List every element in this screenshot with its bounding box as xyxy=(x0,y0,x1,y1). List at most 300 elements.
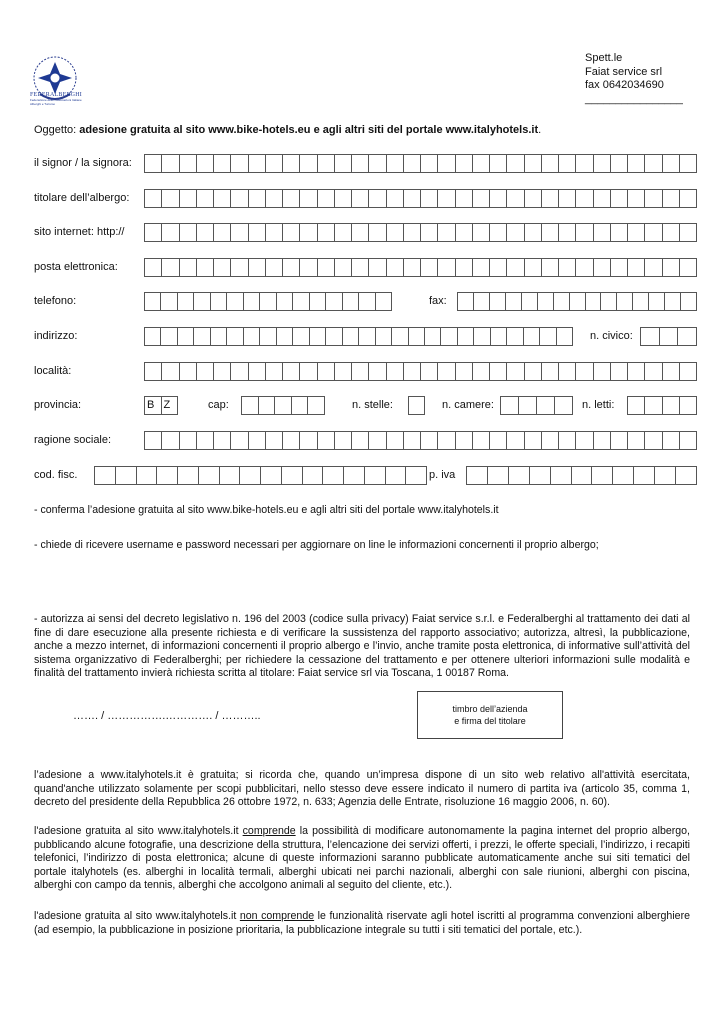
character-cell[interactable] xyxy=(266,190,283,207)
character-cell[interactable] xyxy=(676,467,696,484)
character-cell[interactable] xyxy=(660,328,679,345)
character-cell[interactable] xyxy=(542,363,559,380)
character-cell[interactable] xyxy=(601,293,617,310)
character-cell[interactable] xyxy=(554,293,570,310)
character-cell[interactable] xyxy=(180,432,197,449)
character-cell[interactable] xyxy=(576,363,593,380)
character-cell[interactable] xyxy=(586,293,602,310)
character-cell[interactable] xyxy=(537,397,555,414)
character-cell[interactable] xyxy=(507,224,524,241)
character-cell[interactable] xyxy=(283,259,300,276)
character-cell[interactable] xyxy=(318,190,335,207)
character-cell[interactable] xyxy=(214,155,231,172)
character-cell[interactable] xyxy=(628,224,645,241)
character-cell[interactable] xyxy=(211,293,227,310)
character-cell[interactable] xyxy=(180,155,197,172)
telefono-input[interactable] xyxy=(144,292,392,311)
character-cell[interactable] xyxy=(576,432,593,449)
character-cell[interactable] xyxy=(300,224,317,241)
character-cell[interactable] xyxy=(261,467,282,484)
ragione-sociale-input[interactable] xyxy=(144,431,697,450)
character-cell[interactable] xyxy=(369,155,386,172)
character-cell[interactable] xyxy=(490,293,506,310)
character-cell[interactable] xyxy=(559,155,576,172)
character-cell[interactable] xyxy=(491,328,507,345)
character-cell[interactable] xyxy=(404,259,421,276)
character-cell[interactable] xyxy=(594,259,611,276)
character-cell[interactable] xyxy=(352,259,369,276)
character-cell[interactable] xyxy=(438,224,455,241)
character-cell[interactable] xyxy=(530,467,551,484)
character-cell[interactable] xyxy=(490,259,507,276)
character-cell[interactable] xyxy=(283,363,300,380)
character-cell[interactable] xyxy=(409,397,424,414)
character-cell[interactable] xyxy=(242,397,259,414)
character-cell[interactable] xyxy=(557,328,572,345)
character-cell[interactable] xyxy=(404,155,421,172)
character-cell[interactable] xyxy=(145,224,162,241)
character-cell[interactable] xyxy=(387,190,404,207)
character-cell[interactable] xyxy=(161,293,177,310)
character-cell[interactable] xyxy=(145,432,162,449)
character-cell[interactable] xyxy=(611,259,628,276)
character-cell[interactable] xyxy=(490,224,507,241)
character-cell[interactable] xyxy=(456,363,473,380)
character-cell[interactable] xyxy=(283,190,300,207)
character-cell[interactable] xyxy=(551,467,572,484)
character-cell[interactable] xyxy=(197,363,214,380)
character-cell[interactable] xyxy=(404,363,421,380)
character-cell[interactable] xyxy=(501,397,519,414)
character-cell[interactable] xyxy=(611,363,628,380)
character-cell[interactable] xyxy=(386,467,407,484)
character-cell[interactable] xyxy=(404,224,421,241)
character-cell[interactable] xyxy=(628,259,645,276)
character-cell[interactable] xyxy=(633,293,649,310)
character-cell[interactable] xyxy=(611,432,628,449)
character-cell[interactable] xyxy=(249,259,266,276)
character-cell[interactable] xyxy=(266,363,283,380)
character-cell[interactable] xyxy=(145,328,161,345)
character-cell[interactable] xyxy=(525,155,542,172)
character-cell[interactable] xyxy=(300,155,317,172)
character-cell[interactable] xyxy=(576,190,593,207)
character-cell[interactable] xyxy=(227,328,243,345)
character-cell[interactable] xyxy=(490,363,507,380)
character-cell[interactable] xyxy=(231,363,248,380)
character-cell[interactable] xyxy=(522,293,538,310)
character-cell[interactable] xyxy=(576,224,593,241)
character-cell[interactable] xyxy=(387,224,404,241)
character-cell[interactable] xyxy=(387,155,404,172)
character-cell[interactable] xyxy=(542,190,559,207)
character-cell[interactable] xyxy=(211,328,227,345)
character-cell[interactable] xyxy=(214,259,231,276)
character-cell[interactable] xyxy=(617,293,633,310)
character-cell[interactable] xyxy=(474,328,490,345)
character-cell[interactable] xyxy=(352,224,369,241)
character-cell[interactable] xyxy=(266,432,283,449)
character-cell[interactable] xyxy=(244,293,260,310)
localita-input[interactable] xyxy=(144,362,697,381)
character-cell[interactable] xyxy=(542,224,559,241)
character-cell[interactable] xyxy=(275,397,292,414)
character-cell[interactable] xyxy=(438,155,455,172)
fax-input[interactable] xyxy=(457,292,697,311)
character-cell[interactable] xyxy=(283,224,300,241)
character-cell[interactable] xyxy=(145,190,162,207)
character-cell[interactable] xyxy=(441,328,457,345)
letti-input[interactable] xyxy=(627,396,697,415)
character-cell[interactable] xyxy=(300,190,317,207)
character-cell[interactable] xyxy=(95,467,116,484)
character-cell[interactable] xyxy=(559,432,576,449)
character-cell[interactable] xyxy=(507,259,524,276)
character-cell[interactable] xyxy=(335,432,352,449)
character-cell[interactable] xyxy=(180,190,197,207)
character-cell[interactable] xyxy=(678,328,696,345)
character-cell[interactable] xyxy=(365,467,386,484)
character-cell[interactable] xyxy=(467,467,488,484)
character-cell[interactable] xyxy=(611,224,628,241)
character-cell[interactable] xyxy=(570,293,586,310)
character-cell[interactable] xyxy=(178,328,194,345)
character-cell[interactable] xyxy=(680,363,696,380)
character-cell[interactable] xyxy=(680,224,696,241)
character-cell[interactable] xyxy=(214,363,231,380)
email-input[interactable] xyxy=(144,258,697,277)
character-cell[interactable] xyxy=(266,224,283,241)
character-cell[interactable] xyxy=(249,224,266,241)
character-cell[interactable] xyxy=(293,293,309,310)
character-cell[interactable] xyxy=(231,432,248,449)
character-cell[interactable] xyxy=(473,190,490,207)
character-cell[interactable] xyxy=(421,224,438,241)
character-cell[interactable] xyxy=(438,259,455,276)
character-cell[interactable] xyxy=(506,293,522,310)
character-cell[interactable] xyxy=(525,224,542,241)
character-cell[interactable] xyxy=(458,293,474,310)
character-cell[interactable] xyxy=(473,432,490,449)
character-cell[interactable] xyxy=(300,259,317,276)
character-cell[interactable] xyxy=(137,467,158,484)
character-cell[interactable] xyxy=(335,224,352,241)
character-cell[interactable] xyxy=(473,155,490,172)
character-cell[interactable] xyxy=(283,155,300,172)
character-cell[interactable] xyxy=(438,363,455,380)
character-cell[interactable] xyxy=(645,224,662,241)
character-cell[interactable] xyxy=(343,328,359,345)
character-cell[interactable] xyxy=(162,155,179,172)
character-cell[interactable] xyxy=(663,432,680,449)
character-cell[interactable] xyxy=(507,155,524,172)
character-cell[interactable] xyxy=(335,190,352,207)
character-cell[interactable] xyxy=(180,224,197,241)
character-cell[interactable] xyxy=(369,259,386,276)
character-cell[interactable] xyxy=(214,190,231,207)
character-cell[interactable] xyxy=(392,328,408,345)
character-cell[interactable] xyxy=(421,259,438,276)
character-cell[interactable] xyxy=(162,363,179,380)
character-cell[interactable] xyxy=(387,363,404,380)
character-cell[interactable] xyxy=(283,432,300,449)
sito-input[interactable] xyxy=(144,223,697,242)
character-cell[interactable] xyxy=(490,190,507,207)
indirizzo-input[interactable] xyxy=(144,327,573,346)
character-cell[interactable] xyxy=(227,293,243,310)
character-cell[interactable] xyxy=(613,467,634,484)
character-cell[interactable] xyxy=(572,467,593,484)
character-cell[interactable] xyxy=(161,328,177,345)
character-cell[interactable] xyxy=(663,259,680,276)
character-cell[interactable] xyxy=(326,293,342,310)
character-cell[interactable] xyxy=(409,328,425,345)
character-cell[interactable] xyxy=(326,328,342,345)
character-cell[interactable] xyxy=(318,432,335,449)
character-cell[interactable] xyxy=(425,328,441,345)
character-cell[interactable] xyxy=(352,363,369,380)
character-cell[interactable] xyxy=(680,259,696,276)
character-cell[interactable] xyxy=(145,155,162,172)
character-cell[interactable] xyxy=(507,190,524,207)
character-cell[interactable] xyxy=(594,363,611,380)
character-cell[interactable] xyxy=(145,259,162,276)
character-cell[interactable] xyxy=(438,432,455,449)
character-cell[interactable] xyxy=(628,155,645,172)
character-cell[interactable] xyxy=(665,293,681,310)
character-cell[interactable] xyxy=(231,259,248,276)
character-cell[interactable] xyxy=(473,224,490,241)
character-cell[interactable] xyxy=(300,363,317,380)
character-cell[interactable] xyxy=(456,155,473,172)
character-cell[interactable] xyxy=(404,432,421,449)
character-cell[interactable] xyxy=(474,293,490,310)
character-cell[interactable] xyxy=(178,293,194,310)
character-cell[interactable] xyxy=(634,467,655,484)
character-cell[interactable] xyxy=(421,190,438,207)
character-cell[interactable] xyxy=(507,328,523,345)
character-cell[interactable] xyxy=(359,293,375,310)
character-cell[interactable] xyxy=(335,363,352,380)
character-cell[interactable] xyxy=(641,328,660,345)
character-cell[interactable] xyxy=(180,363,197,380)
character-cell[interactable] xyxy=(404,190,421,207)
character-cell[interactable] xyxy=(116,467,137,484)
character-cell[interactable] xyxy=(525,190,542,207)
character-cell[interactable] xyxy=(335,155,352,172)
character-cell[interactable] xyxy=(680,190,696,207)
character-cell[interactable] xyxy=(592,467,613,484)
character-cell[interactable] xyxy=(525,363,542,380)
character-cell[interactable] xyxy=(145,293,161,310)
character-cell[interactable] xyxy=(310,328,326,345)
character-cell[interactable] xyxy=(293,328,309,345)
character-cell[interactable] xyxy=(310,293,326,310)
character-cell[interactable] xyxy=(611,155,628,172)
character-cell[interactable] xyxy=(559,259,576,276)
character-cell[interactable] xyxy=(488,467,509,484)
character-cell[interactable] xyxy=(231,155,248,172)
character-cell[interactable] xyxy=(277,293,293,310)
character-cell[interactable] xyxy=(456,224,473,241)
character-cell[interactable] xyxy=(456,190,473,207)
character-cell[interactable] xyxy=(645,432,662,449)
character-cell[interactable] xyxy=(473,363,490,380)
character-cell[interactable] xyxy=(282,467,303,484)
character-cell[interactable] xyxy=(145,363,162,380)
character-cell[interactable] xyxy=(559,190,576,207)
character-cell[interactable] xyxy=(628,397,645,414)
character-cell[interactable] xyxy=(220,467,241,484)
character-cell[interactable] xyxy=(680,397,696,414)
character-cell[interactable] xyxy=(645,155,662,172)
character-cell[interactable] xyxy=(266,259,283,276)
character-cell[interactable] xyxy=(594,432,611,449)
provincia-cell[interactable]: Z xyxy=(163,399,171,411)
character-cell[interactable] xyxy=(645,397,662,414)
character-cell[interactable] xyxy=(525,259,542,276)
character-cell[interactable] xyxy=(559,224,576,241)
character-cell[interactable] xyxy=(231,224,248,241)
character-cell[interactable] xyxy=(369,224,386,241)
character-cell[interactable] xyxy=(542,259,559,276)
character-cell[interactable] xyxy=(438,190,455,207)
character-cell[interactable] xyxy=(244,328,260,345)
character-cell[interactable] xyxy=(318,155,335,172)
character-cell[interactable] xyxy=(300,432,317,449)
character-cell[interactable] xyxy=(538,293,554,310)
character-cell[interactable] xyxy=(525,432,542,449)
character-cell[interactable] xyxy=(352,432,369,449)
character-cell[interactable] xyxy=(594,155,611,172)
character-cell[interactable] xyxy=(421,432,438,449)
character-cell[interactable] xyxy=(576,155,593,172)
character-cell[interactable] xyxy=(524,328,540,345)
character-cell[interactable] xyxy=(663,190,680,207)
character-cell[interactable] xyxy=(680,155,696,172)
character-cell[interactable] xyxy=(655,467,676,484)
character-cell[interactable] xyxy=(663,363,680,380)
cap-input[interactable] xyxy=(241,396,325,415)
character-cell[interactable] xyxy=(359,328,375,345)
titolare-input[interactable] xyxy=(144,189,697,208)
character-cell[interactable] xyxy=(507,432,524,449)
character-cell[interactable] xyxy=(260,293,276,310)
character-cell[interactable] xyxy=(576,259,593,276)
character-cell[interactable] xyxy=(180,259,197,276)
character-cell[interactable] xyxy=(335,259,352,276)
signor-input[interactable] xyxy=(144,154,697,173)
character-cell[interactable] xyxy=(645,363,662,380)
character-cell[interactable] xyxy=(645,190,662,207)
character-cell[interactable] xyxy=(214,432,231,449)
character-cell[interactable] xyxy=(197,259,214,276)
character-cell[interactable] xyxy=(680,432,696,449)
character-cell[interactable] xyxy=(249,190,266,207)
character-cell[interactable] xyxy=(649,293,665,310)
character-cell[interactable] xyxy=(199,467,220,484)
character-cell[interactable] xyxy=(628,432,645,449)
character-cell[interactable] xyxy=(490,155,507,172)
camere-input[interactable] xyxy=(500,396,573,415)
character-cell[interactable] xyxy=(197,155,214,172)
character-cell[interactable] xyxy=(542,432,559,449)
character-cell[interactable] xyxy=(519,397,537,414)
stelle-input[interactable] xyxy=(408,396,425,415)
character-cell[interactable] xyxy=(240,467,261,484)
character-cell[interactable] xyxy=(343,293,359,310)
character-cell[interactable] xyxy=(473,259,490,276)
character-cell[interactable] xyxy=(509,467,530,484)
character-cell[interactable] xyxy=(259,397,276,414)
character-cell[interactable] xyxy=(594,224,611,241)
provincia-cell[interactable]: B xyxy=(145,397,162,414)
character-cell[interactable] xyxy=(559,363,576,380)
character-cell[interactable] xyxy=(197,190,214,207)
character-cell[interactable] xyxy=(323,467,344,484)
character-cell[interactable] xyxy=(663,155,680,172)
character-cell[interactable] xyxy=(303,467,324,484)
character-cell[interactable] xyxy=(194,293,210,310)
character-cell[interactable] xyxy=(162,259,179,276)
character-cell[interactable] xyxy=(681,293,696,310)
character-cell[interactable] xyxy=(352,190,369,207)
character-cell[interactable] xyxy=(376,328,392,345)
character-cell[interactable] xyxy=(628,363,645,380)
provincia-input[interactable] xyxy=(144,396,178,415)
character-cell[interactable] xyxy=(249,432,266,449)
character-cell[interactable] xyxy=(292,397,309,414)
character-cell[interactable] xyxy=(458,328,474,345)
character-cell[interactable] xyxy=(260,328,276,345)
character-cell[interactable] xyxy=(542,155,559,172)
character-cell[interactable] xyxy=(318,363,335,380)
character-cell[interactable] xyxy=(456,259,473,276)
character-cell[interactable] xyxy=(194,328,210,345)
civico-input[interactable] xyxy=(640,327,697,346)
character-cell[interactable] xyxy=(352,155,369,172)
character-cell[interactable] xyxy=(387,432,404,449)
character-cell[interactable] xyxy=(421,155,438,172)
character-cell[interactable] xyxy=(162,432,179,449)
character-cell[interactable] xyxy=(555,397,572,414)
character-cell[interactable] xyxy=(663,224,680,241)
character-cell[interactable] xyxy=(611,190,628,207)
character-cell[interactable] xyxy=(249,155,266,172)
character-cell[interactable] xyxy=(178,467,199,484)
character-cell[interactable] xyxy=(387,259,404,276)
character-cell[interactable] xyxy=(645,259,662,276)
character-cell[interactable] xyxy=(421,363,438,380)
character-cell[interactable] xyxy=(540,328,556,345)
character-cell[interactable] xyxy=(369,432,386,449)
character-cell[interactable] xyxy=(376,293,391,310)
character-cell[interactable] xyxy=(344,467,365,484)
character-cell[interactable] xyxy=(308,397,324,414)
character-cell[interactable] xyxy=(318,259,335,276)
character-cell[interactable] xyxy=(628,190,645,207)
character-cell[interactable] xyxy=(266,155,283,172)
character-cell[interactable] xyxy=(249,363,266,380)
character-cell[interactable] xyxy=(663,397,680,414)
character-cell[interactable] xyxy=(369,190,386,207)
character-cell[interactable] xyxy=(162,224,179,241)
character-cell[interactable] xyxy=(507,363,524,380)
partita-iva-input[interactable] xyxy=(466,466,697,485)
character-cell[interactable] xyxy=(197,432,214,449)
character-cell[interactable] xyxy=(231,190,248,207)
character-cell[interactable] xyxy=(490,432,507,449)
